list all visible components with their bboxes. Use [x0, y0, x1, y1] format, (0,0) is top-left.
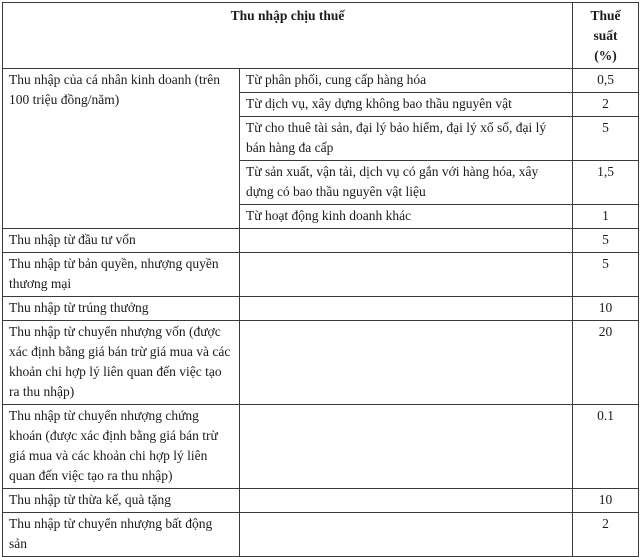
table-row [3, 69, 639, 93]
table-row [3, 489, 639, 513]
rate-cell: 20 [573, 321, 639, 405]
tax-rate-header-unit: (%) [594, 48, 617, 63]
tax-rate-header [573, 3, 639, 69]
table-row [3, 321, 639, 405]
empty-detail-cell [240, 513, 573, 557]
detail-cell: Từ hoạt động kinh doanh khác [240, 205, 573, 229]
detail-cell: Từ phân phối, cung cấp hàng hóa [240, 69, 573, 93]
empty-detail-cell [240, 321, 573, 405]
category-cell: Thu nhập từ chuyển nhượng bất động sản [3, 513, 240, 557]
empty-detail-cell [240, 489, 573, 513]
category-cell: Thu nhập từ bản quyền, nhượng quyền thương mại [3, 253, 240, 297]
empty-detail-cell [240, 253, 573, 297]
rate-cell: 5 [573, 117, 639, 161]
category-cell: Thu nhập từ chuyển nhượng chứng khoán (được xác định bằng giá bán trừ giá mua và các khoản chi hợp lý liên quan đến việc tạo ra thu nhập) [3, 405, 240, 489]
rate-cell: 2 [573, 93, 639, 117]
rate-cell: 5 [573, 253, 639, 297]
category-cell: Thu nhập từ đầu tư vốn [3, 229, 240, 253]
rate-cell: 0,5 [573, 69, 639, 93]
rate-cell: 10 [573, 489, 639, 513]
rate-cell: 2 [573, 513, 639, 557]
rate-cell: 0.1 [573, 405, 639, 489]
rate-cell: 1 [573, 205, 639, 229]
table-row [3, 253, 639, 297]
table-row [3, 229, 639, 253]
table-row [3, 297, 639, 321]
detail-cell: Từ sản xuất, vận tải, dịch vụ có gắn với hàng hóa, xây dựng có bao thầu nguyên vật liệu [240, 161, 573, 205]
tax-rate-header-label: Thuế suất [590, 8, 621, 43]
table-row [3, 405, 639, 489]
detail-cell: Từ dịch vụ, xây dựng không bao thầu nguyên vật [240, 93, 573, 117]
empty-detail-cell [240, 297, 573, 321]
empty-detail-cell [240, 405, 573, 489]
category-cell: Thu nhập từ thừa kế, quà tặng [3, 489, 240, 513]
table-row [3, 513, 639, 557]
header-row [3, 3, 639, 69]
empty-detail-cell [240, 229, 573, 253]
rate-cell: 1,5 [573, 161, 639, 205]
taxable-income-header: Thu nhập chịu thuế [3, 3, 573, 69]
category-cell: Thu nhập từ trúng thưởng [3, 297, 240, 321]
rate-cell: 5 [573, 229, 639, 253]
rate-cell: 10 [573, 297, 639, 321]
category-cell: Thu nhập từ chuyển nhượng vốn (được xác định bằng giá bán trừ giá mua và các khoản chi hợp lý liên quan đến việc tạo ra thu nhập) [3, 321, 240, 405]
personal-income-tax-rate-table [2, 2, 639, 557]
detail-cell: Từ cho thuê tài sản, đại lý bảo hiểm, đại lý xổ số, đại lý bán hàng đa cấp [240, 117, 573, 161]
business-income-category-cell: Thu nhập của cá nhân kinh doanh (trên 100 triệu đồng/năm) [3, 69, 240, 229]
